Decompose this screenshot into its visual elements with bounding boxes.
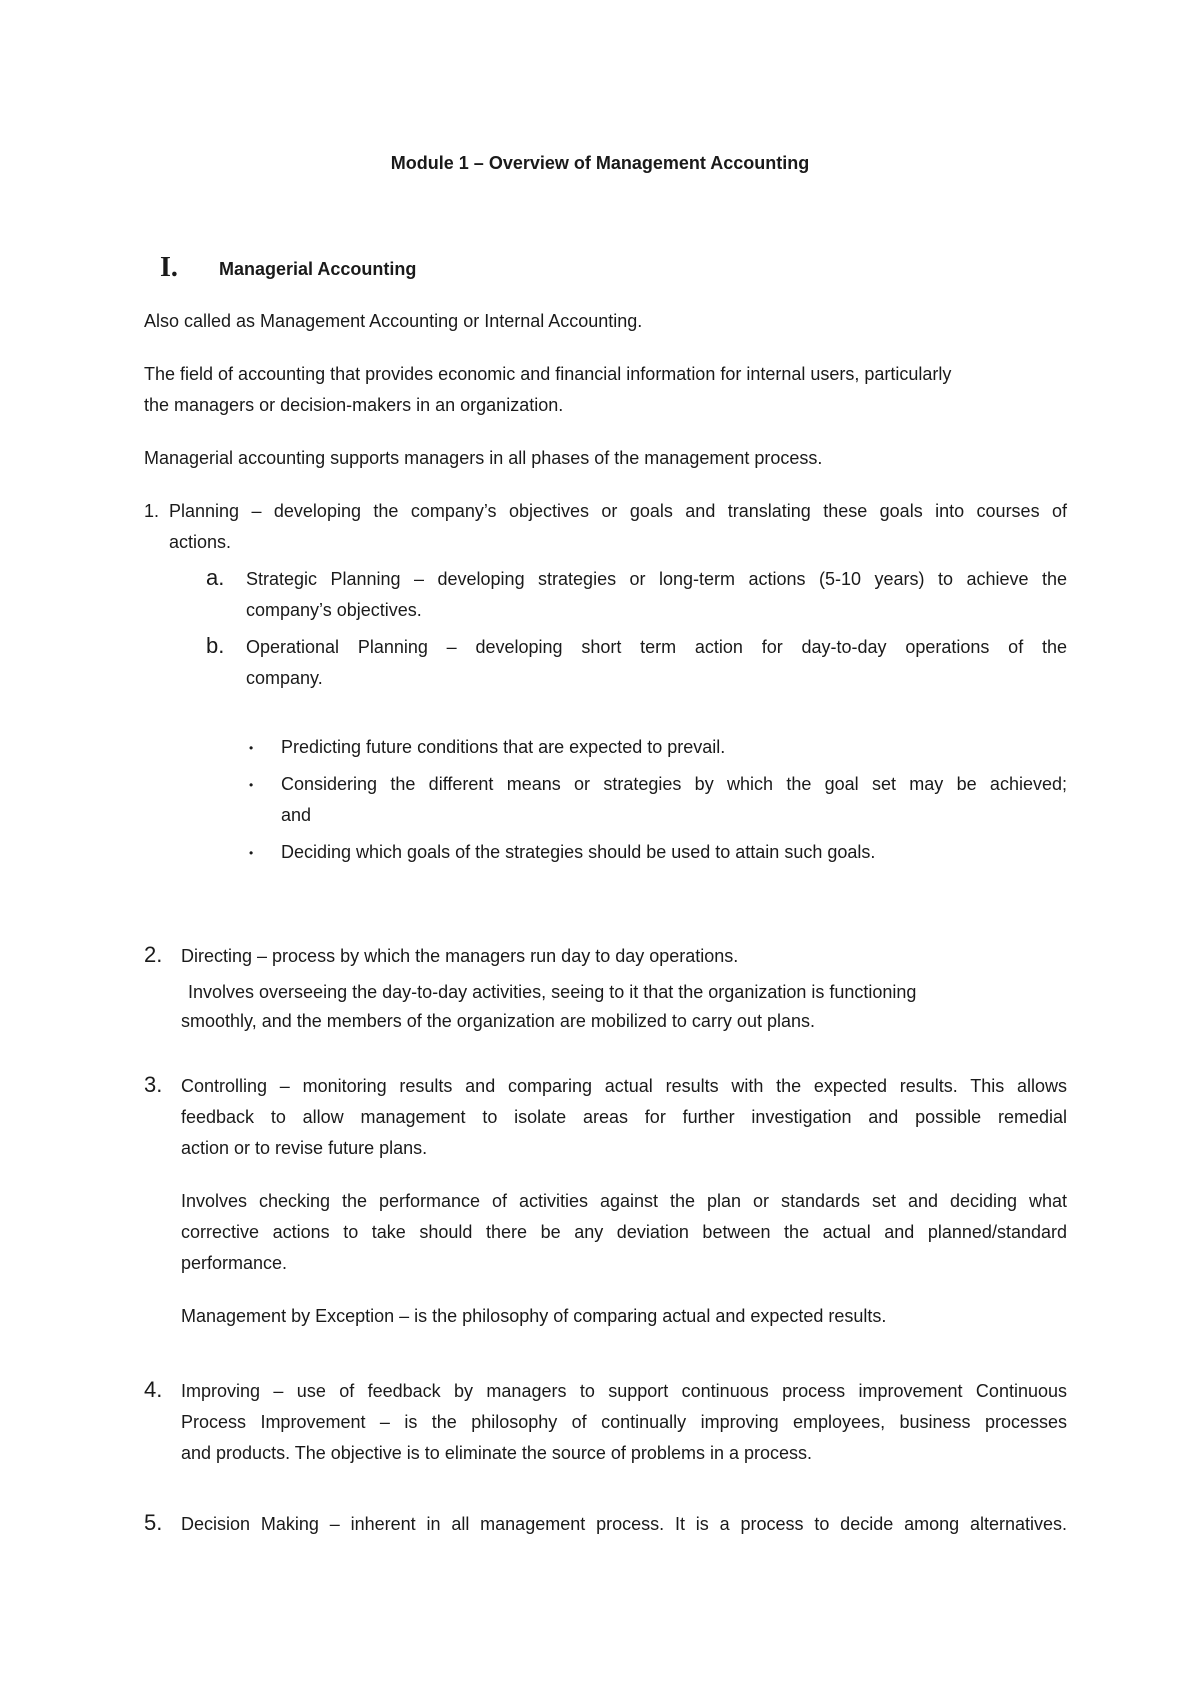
item-1-line-1: Planning – developing the company’s objectives or goals and translating these goals into courses of	[169, 501, 1067, 521]
item-1-line-2: actions.	[169, 532, 232, 552]
item-3-line-2: feedback to allow management to isolate areas for further investigation and possible remedial	[181, 1107, 1067, 1127]
bullet-3: •	[249, 846, 254, 860]
section-number: I.	[160, 252, 178, 283]
item-3-line-3: action or to revise future plans.	[181, 1138, 428, 1158]
item-2-detail-line-2: smoothly, and the members of the organization are mobilized to carry out plans.	[181, 1011, 815, 1031]
item-4-line-2: Process Improvement – is the philosophy of continually improving employees, business processes	[181, 1412, 1067, 1432]
item-1a-marker: a.	[206, 565, 225, 590]
item-2-detail-line-1: Involves overseeing the day-to-day activities, seeing to it that the organization is functioning	[188, 982, 917, 1002]
item-3-line-1: Controlling – monitoring results and comparing actual results with the expected results. This allows	[181, 1076, 1067, 1096]
item-1-marker: 1.	[144, 501, 160, 521]
item-5-line: Decision Making – inherent in all management process. It is a process to decide among alternatives.	[181, 1514, 1067, 1534]
item-3-marker: 3.	[144, 1072, 163, 1097]
item-3-detail-line-1: Involves checking the performance of activities against the plan or standards set and deciding what	[181, 1191, 1067, 1211]
document-title: Module 1 – Overview of Management Accounting	[390, 153, 810, 173]
item-3-exception: Management by Exception – is the philosophy of comparing actual and expected results.	[181, 1306, 887, 1326]
item-1a-line-1: Strategic Planning – developing strategies or long-term actions (5-10 years) to achieve the	[246, 569, 1067, 589]
supports-text: Managerial accounting supports managers in all phases of the management process.	[144, 448, 823, 468]
item-4-line-3: and products. The objective is to eliminate the source of problems in a process.	[181, 1443, 813, 1463]
item-1b-line-1: Operational Planning – developing short term action for day-to-day operations of the	[246, 637, 1067, 657]
item-1b-line-2: company.	[246, 668, 323, 688]
item-5-marker: 5.	[144, 1510, 163, 1535]
bullet-3-text: Deciding which goals of the strategies should be used to attain such goals.	[281, 842, 876, 862]
item-4-marker: 4.	[144, 1377, 163, 1402]
bullet-2-text-line-1: Considering the different means or strategies by which the goal set may be achieved;	[281, 774, 1067, 794]
item-3-detail-line-2: corrective actions to take should there be any deviation between the actual and planned/standard	[181, 1222, 1067, 1242]
item-4-line-1: Improving – use of feedback by managers to support continuous process improvement Continuous	[181, 1381, 1067, 1401]
section-heading: Managerial Accounting	[219, 259, 417, 279]
bullet-1: •	[249, 741, 254, 755]
item-1a-line-2: company’s objectives.	[246, 600, 422, 620]
definition-line-2: the managers or decision-makers in an organization.	[144, 395, 564, 415]
item-2-marker: 2.	[144, 942, 163, 967]
bullet-2: •	[249, 778, 254, 792]
definition-line-1: The field of accounting that provides economic and financial information for internal users, particularly	[144, 364, 952, 384]
item-2-line: Directing – process by which the managers run day to day operations.	[181, 946, 739, 966]
item-1b-marker: b.	[206, 633, 225, 658]
item-3-detail-line-3: performance.	[181, 1253, 288, 1273]
bullet-2-text-line-2: and	[281, 805, 312, 825]
bullet-1-text: Predicting future conditions that are expected to prevail.	[281, 737, 726, 757]
also-called-text: Also called as Management Accounting or Internal Accounting.	[144, 311, 643, 331]
